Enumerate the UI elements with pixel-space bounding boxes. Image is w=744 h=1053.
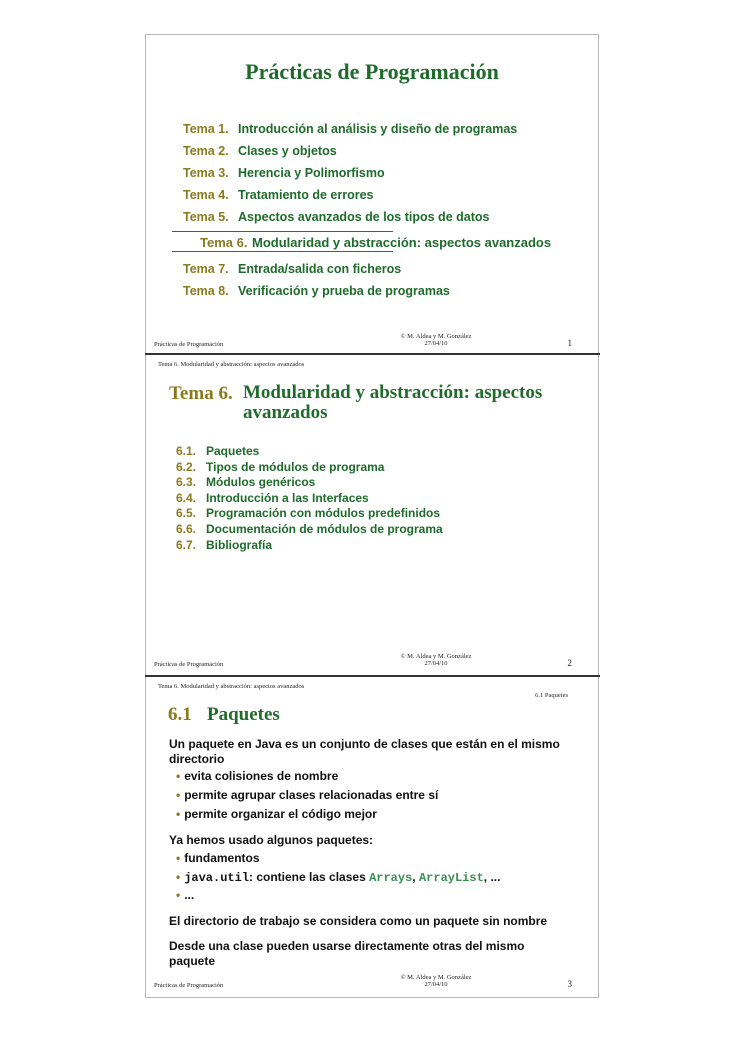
list-item: 6.1. Paquetes [176, 444, 260, 458]
footer-credits [391, 653, 481, 667]
page-number: 2 [567, 658, 572, 668]
toc-item: Tema 8. Verificación y prueba de programas [183, 284, 450, 298]
toc-item-current: Tema 6. Modularidad y abstracción: aspectos avanzados [200, 235, 552, 250]
bullet-item: • permite organizar el código mejor [176, 807, 377, 821]
bullet-icon: • [176, 851, 181, 865]
toc-item: Tema 4. Tratamiento de errores [183, 188, 374, 202]
bullet-item: • permite agrupar clases relacionadas entre sí [176, 788, 439, 802]
paragraph: Desde una clase pueden usarse directamente otras del mismo paquete [169, 939, 525, 968]
slide-3-number: 6.1 [168, 704, 192, 725]
slide-3 [145, 677, 599, 998]
list-item: 6.2. Tipos de módulos de programa [176, 460, 385, 474]
slide-header: Tema 6. Modularidad y abstracción: aspectos avanzados [158, 361, 305, 368]
slide-1-title: Prácticas de Programación [245, 59, 499, 84]
toc-item: Tema 2. Clases y objetos [183, 144, 337, 158]
list-item: 6.4. Introducción a las Interfaces [176, 491, 369, 505]
list-item: 6.3. Módulos genéricos [176, 475, 316, 489]
footer-copyright: © M. Aldea y M. González [400, 653, 472, 660]
slide-3-title: Paquetes [207, 704, 280, 725]
bullet-item: • evita colisiones de nombre [176, 769, 339, 783]
footer-credits [391, 974, 481, 988]
list-item: 6.6. Documentación de módulos de programa [176, 522, 443, 536]
bullet-icon: • [176, 888, 181, 902]
page-number: 1 [567, 338, 572, 348]
toc-item: Tema 3. Herencia y Polimorfismo [183, 166, 385, 180]
slide-2-title: Modularidad y abstracción: aspectos avanzados [243, 382, 543, 423]
footer-copyright: © M. Aldea y M. González [400, 333, 472, 340]
toc-item: Tema 5. Aspectos avanzados de los tipos de datos [183, 210, 490, 224]
list-item: 6.5. Programación con módulos predefinidos [176, 506, 441, 520]
bullet-icon: • [176, 788, 181, 802]
bullet-item: • ... [176, 888, 195, 902]
page-number: 3 [567, 979, 572, 989]
footer-credits [391, 333, 481, 347]
footer-course: Prácticas de Programación [154, 341, 224, 348]
slide-2 [145, 355, 599, 677]
list-item: 6.7. Bibliografía [176, 538, 273, 552]
bullet-icon: • [176, 807, 181, 821]
bullet-item: • java.util: contiene las clases Arrays, ArrayList, ... [176, 870, 501, 885]
toc-item: Tema 1. Introducción al análisis y diseño de programas [183, 122, 518, 136]
footer-date: 27/04/10 [424, 981, 448, 988]
bullet-item: • fundamentos [176, 851, 260, 865]
highlight-rule-bottom [172, 251, 393, 252]
code-java-util: java.util [184, 871, 250, 885]
slide-1 [145, 34, 599, 355]
footer-date: 27/04/10 [424, 660, 448, 667]
paragraph: Un paquete en Java es un conjunto de clases que están en el mismo directorio [169, 737, 560, 766]
slide-header: Tema 6. Modularidad y abstracción: aspectos avanzados [158, 683, 305, 690]
footer-copyright: © M. Aldea y M. González [400, 974, 472, 981]
footer-course: Prácticas de Programación [154, 982, 224, 989]
bullet-icon: • [176, 870, 181, 884]
toc-item: Tema 7. Entrada/salida con ficheros [183, 262, 402, 276]
code-arraylist: ArrayList [418, 871, 484, 885]
bullet-icon: • [176, 769, 181, 783]
footer-date: 27/04/10 [424, 340, 448, 347]
footer-course: Prácticas de Programación [154, 661, 224, 668]
section-tag: 6.1 Paquetes [535, 692, 568, 699]
paragraph: El directorio de trabajo se considera como un paquete sin nombre [169, 914, 548, 928]
highlight-rule-top [172, 231, 393, 232]
slide-2-number: Tema 6. [169, 383, 233, 404]
paragraph: Ya hemos usado algunos paquetes: [169, 833, 374, 847]
code-arrays: Arrays [369, 871, 413, 885]
